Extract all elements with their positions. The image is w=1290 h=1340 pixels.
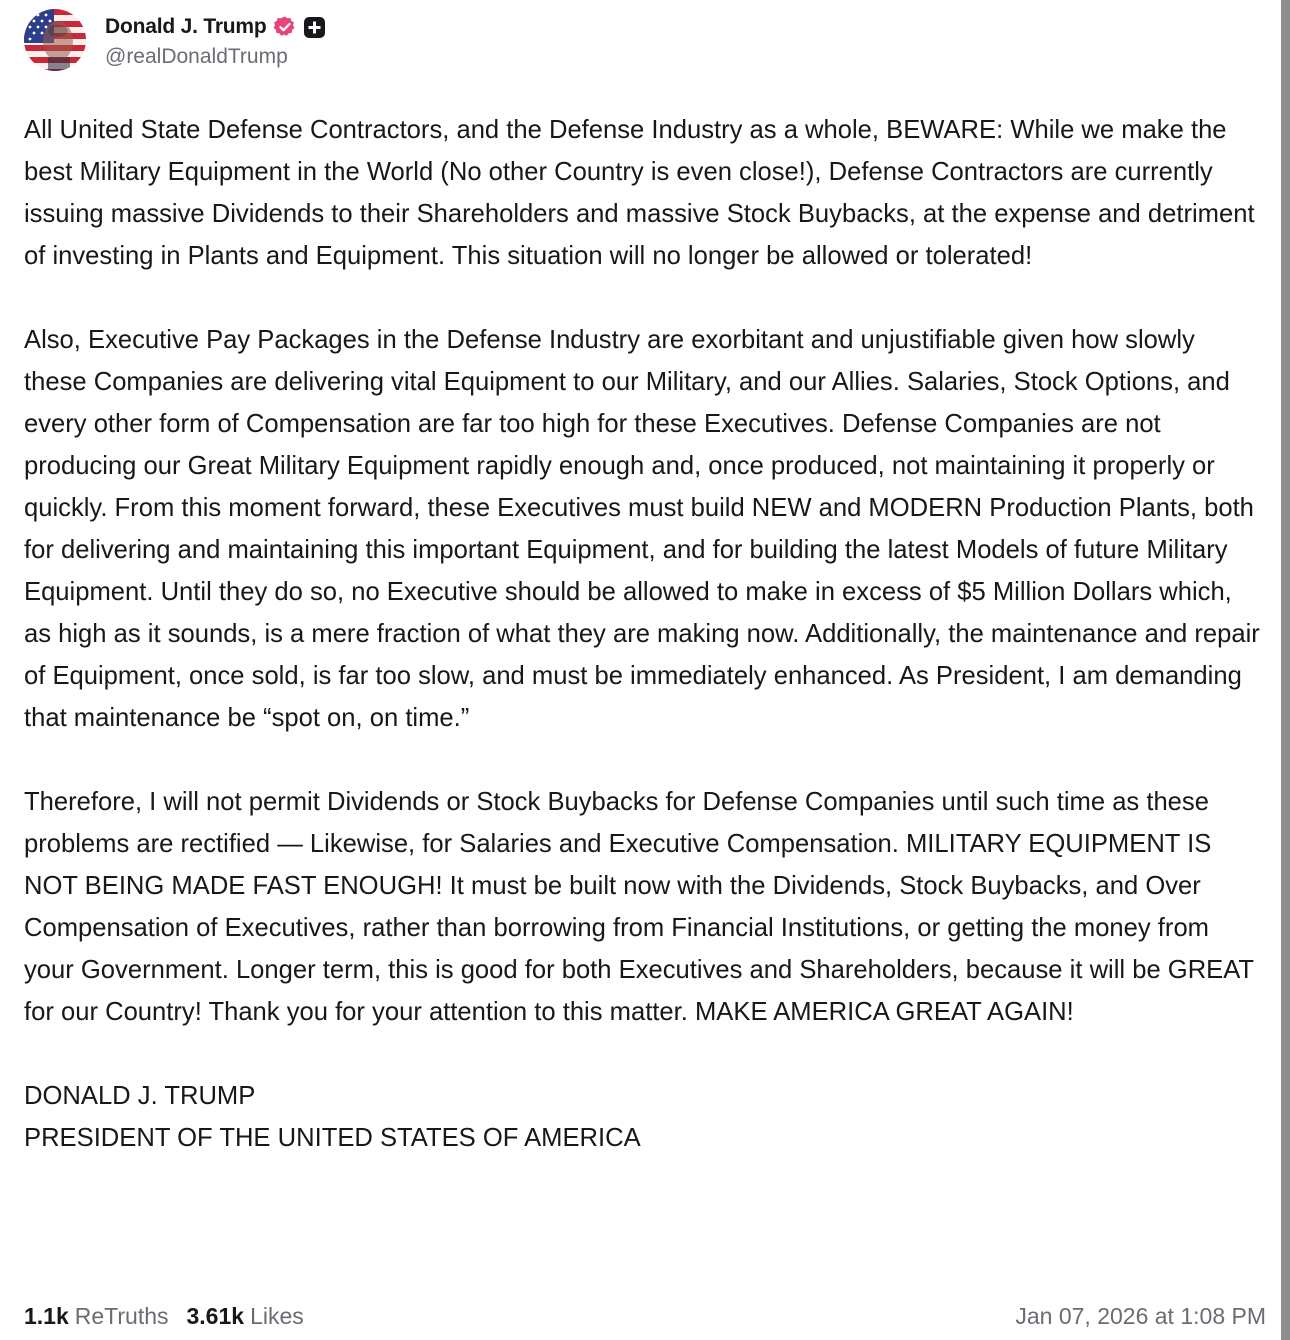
post-paragraph-2: Also, Executive Pay Packages in the Defense Industry are exorbitant and unjustifiable given how slowly these Companies are delivering vital Equipment to our Military, and our Allies. Salaries, Stock Options, and every other form of Compensation are far too high for these Executives. Defense Companies are not producing our Great Military Equipment rapidly enough and, once produced, not maintaining it properly or quickly. From this moment forward, these Executives must build NEW and MODERN Production Plants, both for delivering and maintaining this important Equipment, and for building the latest Models of future Military Equipment. Until they do so, no Executive should be allowed to make in excess of $5 Million Dollars which, as high as it sounds, is a mere fraction of what they are making now. Additionally, the maintenance and repair of Equipment, once sold, is far too slow, and must be immediately enhanced. As President, I am demanding that maintenance be “spot on, on time.” — [24, 326, 1260, 732]
avatar[interactable] — [24, 9, 86, 71]
retruths-label: ReTruths — [74, 1302, 169, 1329]
plus-badge-icon — [303, 16, 326, 39]
post-body — [24, 109, 1264, 1159]
verified-badge-icon — [273, 15, 297, 39]
user-handle[interactable]: @realDonaldTrump — [105, 45, 288, 68]
signature-title: PRESIDENT OF THE UNITED STATES OF AMERICA — [24, 1124, 641, 1152]
post-header — [24, 8, 326, 72]
engagement-stats — [24, 1303, 304, 1330]
post-paragraph-1: All United State Defense Contractors, and the Defense Industry as a whole, BEWARE: While we make the best Military Equipment in the World (No other Country is even close!), Defense Contractors are currently issuing massive Dividends to their Shareholders and massive Stock Buybacks, at the expense and detriment of investing in Plants and Equipment. This situation will no longer be allowed or tolerated! — [24, 116, 1255, 270]
retruths-stat[interactable] — [24, 1303, 169, 1330]
likes-label: Likes — [250, 1302, 304, 1329]
signature-name: DONALD J. TRUMP — [24, 1082, 256, 1110]
post-paragraph-3: Therefore, I will not permit Dividends or Stock Buybacks for Defense Companies until such time as these problems are rectified — Likewise, for Salaries and Executive Compensation. MILITARY EQUIPMENT IS NOT BEING MADE FAST ENOUGH! It must be built now with the Dividends, Stock Buybacks, and Over Compensation of Executives, rather than borrowing from Financial Institutions, or getting the money from your Government. Longer term, this is good for both Executives and Shareholders, because it will be GREAT for our Country! Thank you for your attention to this matter. MAKE AMERICA GREAT AGAIN! — [24, 788, 1254, 1026]
likes-count: 3.61k — [186, 1302, 245, 1329]
retruths-count: 1.1k — [24, 1302, 69, 1329]
post-footer — [24, 1296, 1266, 1336]
page-scrollbar[interactable] — [1281, 0, 1290, 1340]
flag-portrait-avatar-icon — [24, 9, 86, 71]
likes-stat[interactable] — [187, 1303, 304, 1330]
display-name[interactable]: Donald J. Trump — [105, 15, 267, 38]
post-timestamp[interactable]: Jan 07, 2026 at 1:08 PM — [1015, 1302, 1266, 1329]
post-signature — [24, 1075, 1264, 1159]
